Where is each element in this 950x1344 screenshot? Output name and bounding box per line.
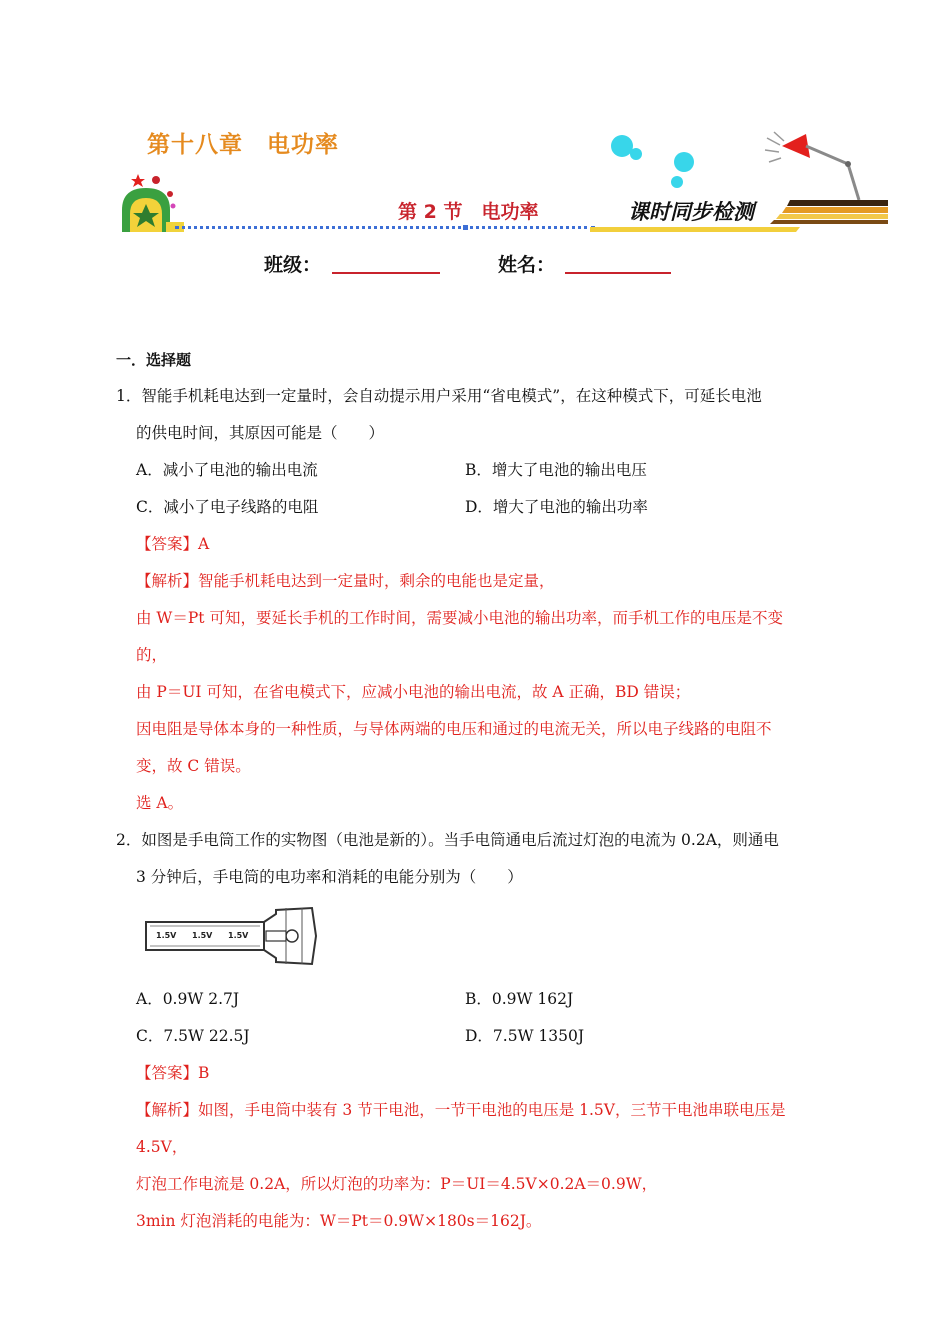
- q1-stem-line1: 1．智能手机耗电达到一定量时，会自动提示用户采用“省电模式”，在这种模式下，可延长电池: [116, 387, 762, 405]
- q2-analysis-line2: 4.5V，: [136, 1138, 188, 1156]
- q2-option-c: C．7.5W 22.5J: [136, 1027, 250, 1045]
- q2-analysis-line3: 灯泡工作电流是 0.2A，所以灯泡的功率为：P＝UI＝4.5V×0.2A＝0.9W，: [136, 1175, 658, 1193]
- class-label: 班级：: [264, 254, 322, 276]
- sync-test-label: 课时同步检测: [628, 200, 754, 224]
- q1-option-c: C．减小了电子线路的电阻: [136, 498, 319, 516]
- q2-option-a: A．0.9W 2.7J: [136, 990, 240, 1008]
- part-heading: 一．选择题: [116, 351, 192, 369]
- q2-stem-line2: 3 分钟后，手电筒的电功率和消耗的电能分别为（ ）: [136, 868, 523, 886]
- q1-analysis-line3: 的，: [136, 646, 168, 664]
- q2-analysis-line4: 3min 灯泡消耗的电能为：W＝Pt＝0.9W×180s＝162J。: [136, 1212, 542, 1230]
- q1-analysis-line4: 由 P＝UI 可知，在省电模式下，应减小电池的输出电流，故 A 正确，BD 错误；: [136, 683, 691, 701]
- q1-analysis-line5: 因电阻是导体本身的一种性质，与导体两端的电压和通过的电流无关，所以电子线路的电阻不: [136, 720, 772, 738]
- q1-option-a: A．减小了电池的输出电流: [136, 461, 318, 479]
- q2-option-d: D．7.5W 1350J: [465, 1027, 585, 1045]
- q1-stem-line2: 的供电时间，其原因可能是（ ）: [136, 424, 385, 442]
- header-dot: [463, 225, 468, 230]
- class-blank[interactable]: [332, 272, 440, 274]
- battery-label-1: 1.5V: [156, 931, 177, 940]
- flashlight-figure: [140, 902, 320, 968]
- q1-option-b: B．增大了电池的输出电压: [465, 461, 647, 479]
- q1-analysis-line2: 由 W＝Pt 可知，要延长手机的工作时间，需要减小电池的输出功率，而手机工作的电压是不变: [136, 609, 783, 627]
- section-title: 第 2 节 电功率: [398, 201, 539, 223]
- header-dotted-line: [175, 226, 595, 229]
- chapter-title: 第十八章 电功率: [147, 132, 339, 158]
- q1-answer: 【答案】A: [136, 535, 210, 553]
- q2-stem-line1: 2．如图是手电筒工作的实物图（电池是新的）。当手电筒通电后流过灯泡的电流为 0.2A，则通电: [116, 831, 779, 849]
- q1-analysis-line7: 选 A。: [136, 794, 184, 812]
- name-label: 姓名：: [498, 254, 556, 276]
- q1-option-d: D．增大了电池的输出功率: [465, 498, 648, 516]
- bubbles-decoration: [608, 132, 698, 192]
- q1-analysis-line1: 【解析】智能手机耗电达到一定量时，剩余的电能也是定量，: [136, 572, 555, 590]
- battery-label-3: 1.5V: [228, 931, 249, 940]
- q2-answer: 【答案】B: [136, 1064, 210, 1082]
- q1-analysis-line6: 变，故 C 错误。: [136, 757, 251, 775]
- name-blank[interactable]: [565, 272, 671, 274]
- battery-label-2: 1.5V: [192, 931, 213, 940]
- q2-analysis-line1: 【解析】如图，手电筒中装有 3 节干电池，一节干电池的电压是 1.5V，三节干电池串联电压是: [136, 1101, 786, 1119]
- q2-option-b: B．0.9W 162J: [465, 990, 574, 1008]
